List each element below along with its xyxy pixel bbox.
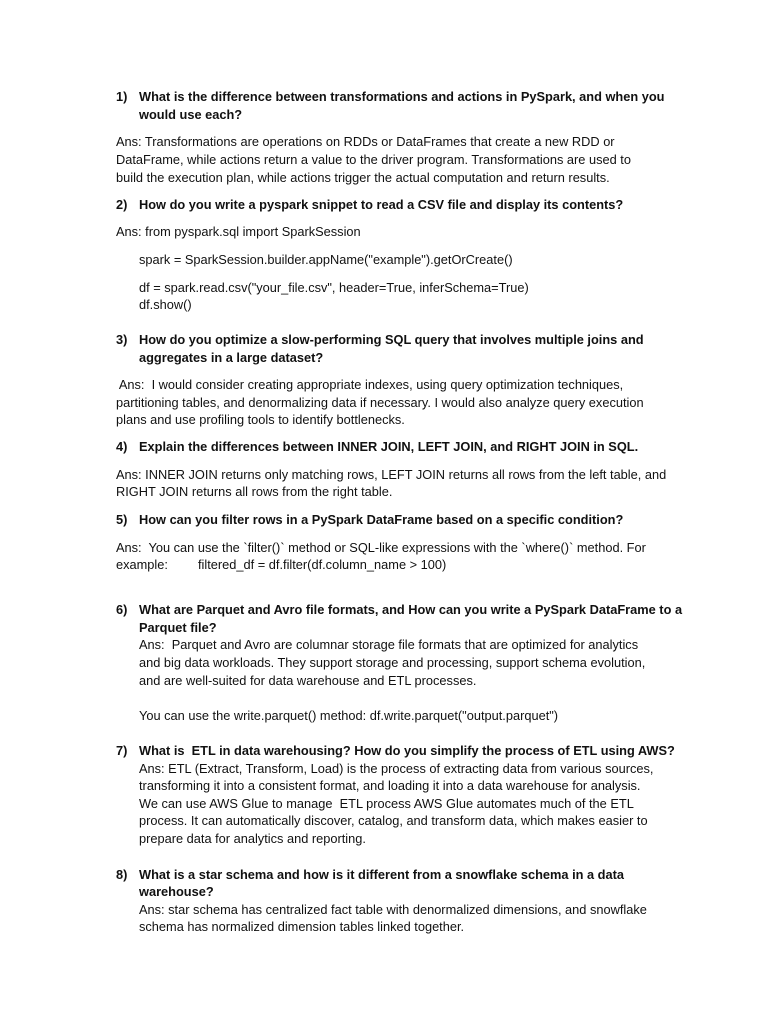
code-line: spark = SparkSession.builder.appName("example").getOrCreate() [139,252,513,267]
answer-text: example: [116,557,168,572]
answer-text: Ans: ETL (Extract, Transform, Load) is the process of extracting data from various sources, [139,761,654,776]
answer-text: partitioning tables, and denormalizing data if necessary. I would also analyze query execution [116,395,644,410]
question-text: What are Parquet and Avro file formats, and How can you write a PySpark DataFrame to a [139,602,683,617]
answer-text: and are well-suited for data warehouse and ETL processes. [139,673,477,688]
question-text: would use each? [139,107,243,122]
question-number: 1) [116,89,128,104]
question-number: 6) [116,602,128,617]
answer-text: process. It can automatically discover, catalog, and transform data, which makes easier to [139,813,648,828]
answer-text: plans and use profiling tools to identify bottlenecks. [116,412,405,427]
question-text: What is ETL in data warehousing? How do you simplify the process of ETL using AWS? [139,743,675,758]
question-number: 8) [116,867,128,882]
question-text: aggregates in a large dataset? [139,350,324,365]
code-line: df = spark.read.csv("your_file.csv", header=True, inferSchema=True) [139,280,529,295]
answer-text: RIGHT JOIN returns all rows from the right table. [116,484,393,499]
question-text: How can you filter rows in a PySpark DataFrame based on a specific condition? [139,512,624,527]
question-number: 2) [116,197,128,212]
answer-text: Ans: Parquet and Avro are columnar storage file formats that are optimized for analytics [139,637,639,652]
question-text: How do you write a pyspark snippet to read a CSV file and display its contents? [139,197,624,212]
question-text: What is the difference between transformations and actions in PySpark, and when you [139,89,665,104]
question-number: 4) [116,439,128,454]
code-line: filtered_df = df.filter(df.column_name > 100) [198,557,447,572]
question-text: How do you optimize a slow-performing SQL query that involves multiple joins and [139,332,644,347]
question-number: 7) [116,743,128,758]
answer-text: Ans: star schema has centralized fact table with denormalized dimensions, and snowflake [139,902,647,917]
question-text: warehouse? [139,884,214,899]
answer-text: schema has normalized dimension tables linked together. [139,919,465,934]
answer-text: Ans: Transformations are operations on RDDs or DataFrames that create a new RDD or [116,134,615,149]
code-line: df.show() [139,297,192,312]
answer-text: DataFrame, while actions return a value to the driver program. Transformations are used to [116,152,631,167]
answer-text: prepare data for analytics and reporting. [139,831,366,846]
question-text: Parquet file? [139,620,217,635]
answer-text: Ans: INNER JOIN returns only matching rows, LEFT JOIN returns all rows from the left table, and [116,467,667,482]
answer-text: transforming it into a consistent format, and loading it into a data warehouse for analysis. [139,778,641,793]
answer-text: Ans: I would consider creating appropriate indexes, using query optimization techniques, [116,377,624,392]
answer-text: Ans: You can use the `filter()` method or SQL-like expressions with the `where()` method. For [116,540,646,555]
answer-text: build the execution plan, while actions trigger the actual computation and return results. [116,170,610,185]
question-number: 5) [116,512,128,527]
answer-text: Ans: from pyspark.sql import SparkSession [116,224,361,239]
answer-text: We can use AWS Glue to manage ETL process AWS Glue automates much of the ETL [139,796,634,811]
question-number: 3) [116,332,128,347]
answer-text: You can use the write.parquet() method: df.write.parquet("output.parquet") [139,708,559,723]
question-text: Explain the differences between INNER JOIN, LEFT JOIN, and RIGHT JOIN in SQL. [139,439,639,454]
question-text: What is a star schema and how is it different from a snowflake schema in a data [139,867,624,882]
answer-text: and big data workloads. They support storage and processing, support schema evolution, [139,655,646,670]
